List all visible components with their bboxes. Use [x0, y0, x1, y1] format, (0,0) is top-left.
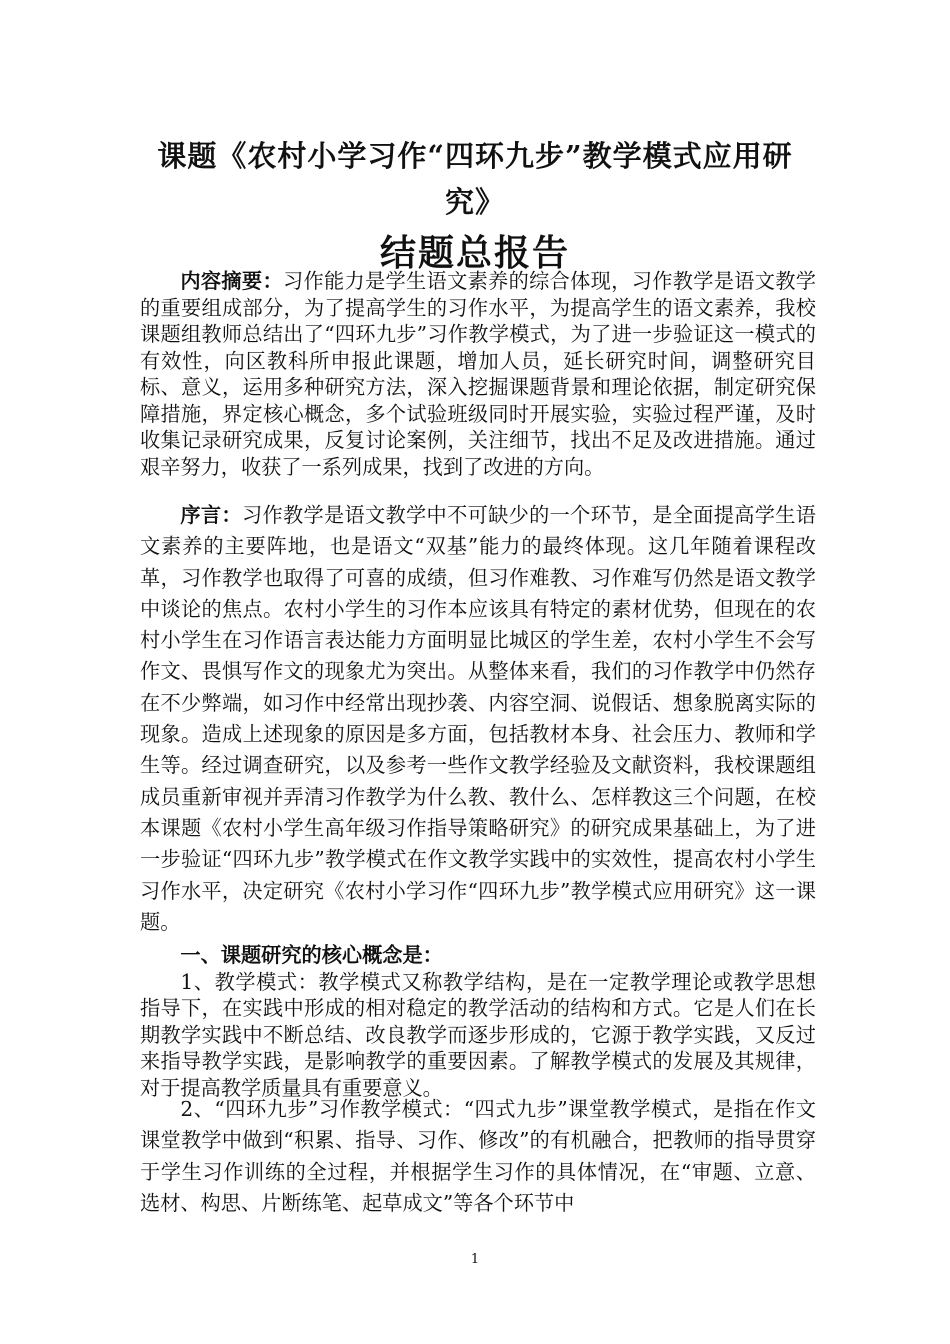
- concept-item-2: 2、“四环九步”习作教学模式：“四式九步”课堂教学模式，是指在作文课堂教学中做到“积累、指导、习作、修改”的有机融合，把教师的指导贯穿于学生习作训练的全过程，并根据学生习作的具体情况，在“审题、立意、选材、构思、片断练笔、起草成文”等各个环节中: [140, 1097, 816, 1215]
- report-title: 结题总报告: [379, 232, 570, 274]
- preface-text: 习作教学是语文教学中不可缺少的一个环节，是全面提高学生语文素养的主要阵地，也是语文“双基”能力的最终体现。这几年随着课程改革，习作教学也取得了可喜的成绩，但习作难教、习作难写仍然是语文教学中谈论的焦点。农村小学生的习作本应该具有特定的素材优势，但现在的农村小学生在习作语言表达能力方面明显比城区的学生差，农村小学生不会写作文、畏惧写作文的现象尤为突出。从整体来看，我们的习作教学中仍然存在不少弊端，如习作中经常出现抄袭、内容空洞、说假话、想象脱离实际的现象。造成上述现象的原因是多方面，包括教材本身、社会压力、教师和学生等。经过调查研究，以及参考一些作文教学经验及文献资料，我校课题组成员重新审视并弄清习作教学为什么教、教什么、怎样教这三个问题，在校本课题《农村小学生高年级习作指导策略研究》的研究成果基础上，为了进一步验证“四环九步”教学模式在作文教学实践中的实效性，提高农村小学生习作水平，决定研究《农村小学习作“四环九步”教学模式应用研究》这一课题。: [140, 503, 816, 934]
- concept-item-2-section: [140, 1094, 816, 1219]
- abstract-label: 内容摘要：: [180, 269, 283, 293]
- abstract-section: [140, 268, 816, 480]
- preface-label: 序言：: [180, 503, 242, 527]
- page-number: 1: [470, 1252, 480, 1267]
- document-title-line-1: 课题《农村小学习作“四环九步”教学模式应用研: [157, 139, 793, 173]
- abstract-text: 习作能力是学生语文素养的综合体现，习作教学是语文教学的重要组成部分，为了提高学生的习作水平，为提高学生的语文素养，我校课题组教师总结出了“四环九步”习作教学模式，为了进一步验证这一模式的有效性，向区教科所申报此课题，增加人员，延长研究时间，调整研究目标、意义，运用多种研究方法，深入挖掘课题背景和理论依据，制定研究保障措施，界定核心概念，多个试验班级同时开展实验，实验过程严谨，及时收集记录研究成果，反复讨论案例，关注细节，找出不足及改进措施。通过艰辛努力，收获了一系列成果，找到了改进的方向。: [140, 269, 816, 479]
- concept-item-1: 1、教学模式：教学模式又称教学结构，是在一定教学理论或教学思想指导下，在实践中形成的相对稳定的教学活动的结构和方式。它是人们在长期教学实践中不断总结、改良教学而逐步形成的，它源于教学实践，又反过来指导教学实践，是影响教学的重要因素。了解教学模式的发展及其规律，对于提高教学质量具有重要意义。: [140, 969, 816, 1100]
- preface-section: [140, 500, 816, 938]
- abstract-paragraph: [140, 268, 816, 480]
- preface-paragraph: [140, 500, 816, 938]
- section-1-heading: 一、课题研究的核心概念是：: [180, 943, 443, 967]
- document-title-line-2: 究》: [444, 185, 505, 219]
- core-concepts-section: [140, 942, 816, 1101]
